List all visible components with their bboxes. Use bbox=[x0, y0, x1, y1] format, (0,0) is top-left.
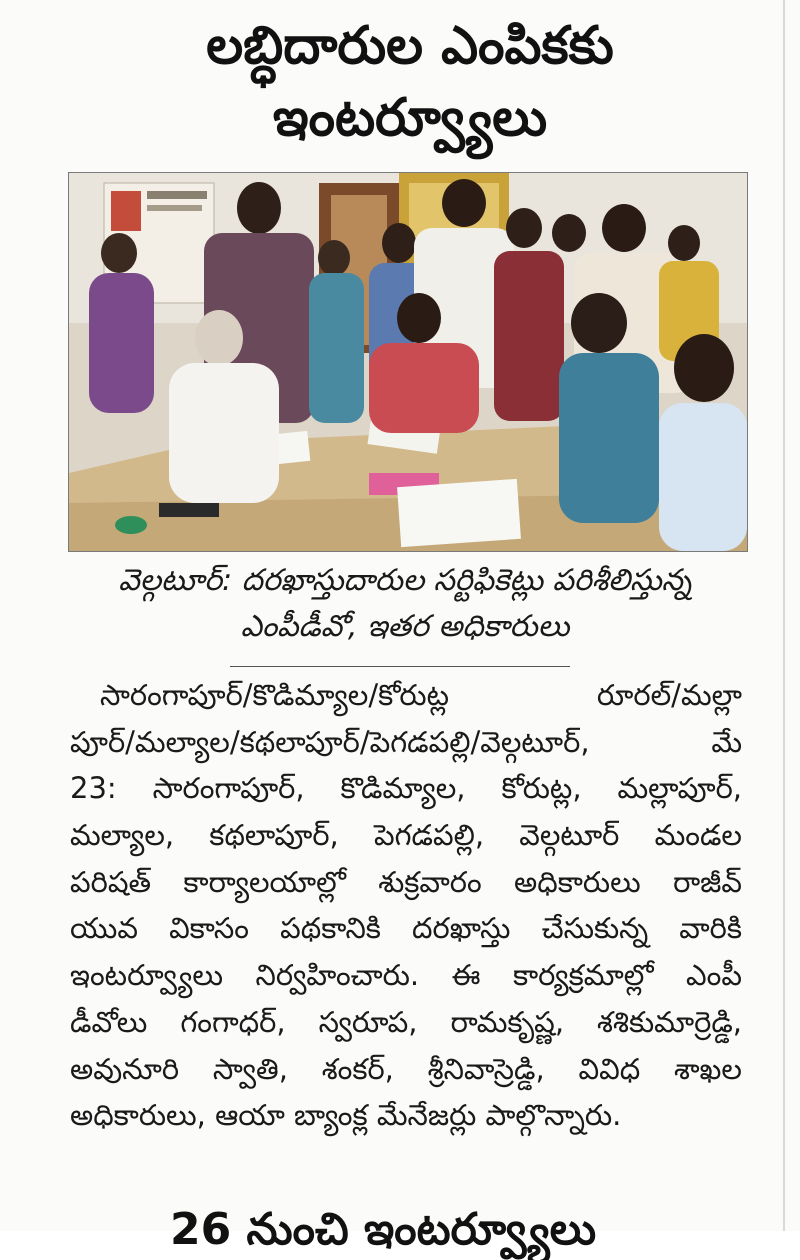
body-line: యువ వికాసం పథకానికి దరఖాస్తు చేసుకున్న వారికి bbox=[70, 911, 742, 946]
next-article-headline: 26 నుంచి ఇంటర్వ్యూలు bbox=[170, 1204, 597, 1255]
body-line: మల్యాల, కథలాపూర్, పెగడపల్లి, వెల్గటూర్ మండల bbox=[70, 818, 742, 853]
column-rule bbox=[783, 0, 785, 1231]
body-line: పూర్/మల్యాల/కథలాపూర్/పెగడపల్లి/వెల్గటూర్, మే bbox=[70, 724, 742, 759]
body-line: సారంగాపూర్/కొడిమ్యాల/కోరుట్ల రూరల్/మల్లా bbox=[100, 678, 742, 712]
headline-line-1: లబ్ధిదారుల ఎంపికకు bbox=[206, 16, 614, 76]
article-headline bbox=[60, 10, 760, 154]
body-line: 23: సారంగాపూర్, కొడిమ్యాల, కోరుట్ల, మల్లాపూర్, bbox=[70, 771, 742, 806]
article-body bbox=[70, 672, 742, 1139]
news-photo bbox=[68, 172, 748, 552]
caption-line-1: వెల్గటూర్: దరఖాస్తుదారుల సర్టిఫికెట్లు పరిశీలిస్తున్న bbox=[118, 563, 692, 598]
body-line: పరిషత్ కార్యాలయాల్లో శుక్రవారం అధికారులు రాజీవ్ bbox=[70, 864, 742, 899]
photo-caption bbox=[70, 558, 740, 650]
body-line: అవునూరి స్వాతి, శంకర్, శ్రీనివాస్రెడ్డి, వివిధ శాఖల bbox=[70, 1051, 742, 1086]
headline-line-2: ఇంటర్వ్యూలు bbox=[272, 88, 548, 148]
caption-line-2: ఎంపీడీవో, ఇతర అధికారులు bbox=[240, 609, 570, 644]
body-line: అధికారులు, ఆయా బ్యాంక్ల మేనేజర్లు పాల్గొన్నారు. bbox=[70, 1098, 622, 1133]
body-line: డీవోలు గంగాధర్, స్వరూప, రామకృష్ణ, శశికుమార్రెడ్డి, bbox=[70, 1004, 742, 1039]
body-line: ఇంటర్వ్యూలు నిర్వహించారు. ఈ కార్యక్రమాల్లో ఎంపీ bbox=[70, 958, 742, 993]
caption-divider bbox=[230, 666, 570, 667]
